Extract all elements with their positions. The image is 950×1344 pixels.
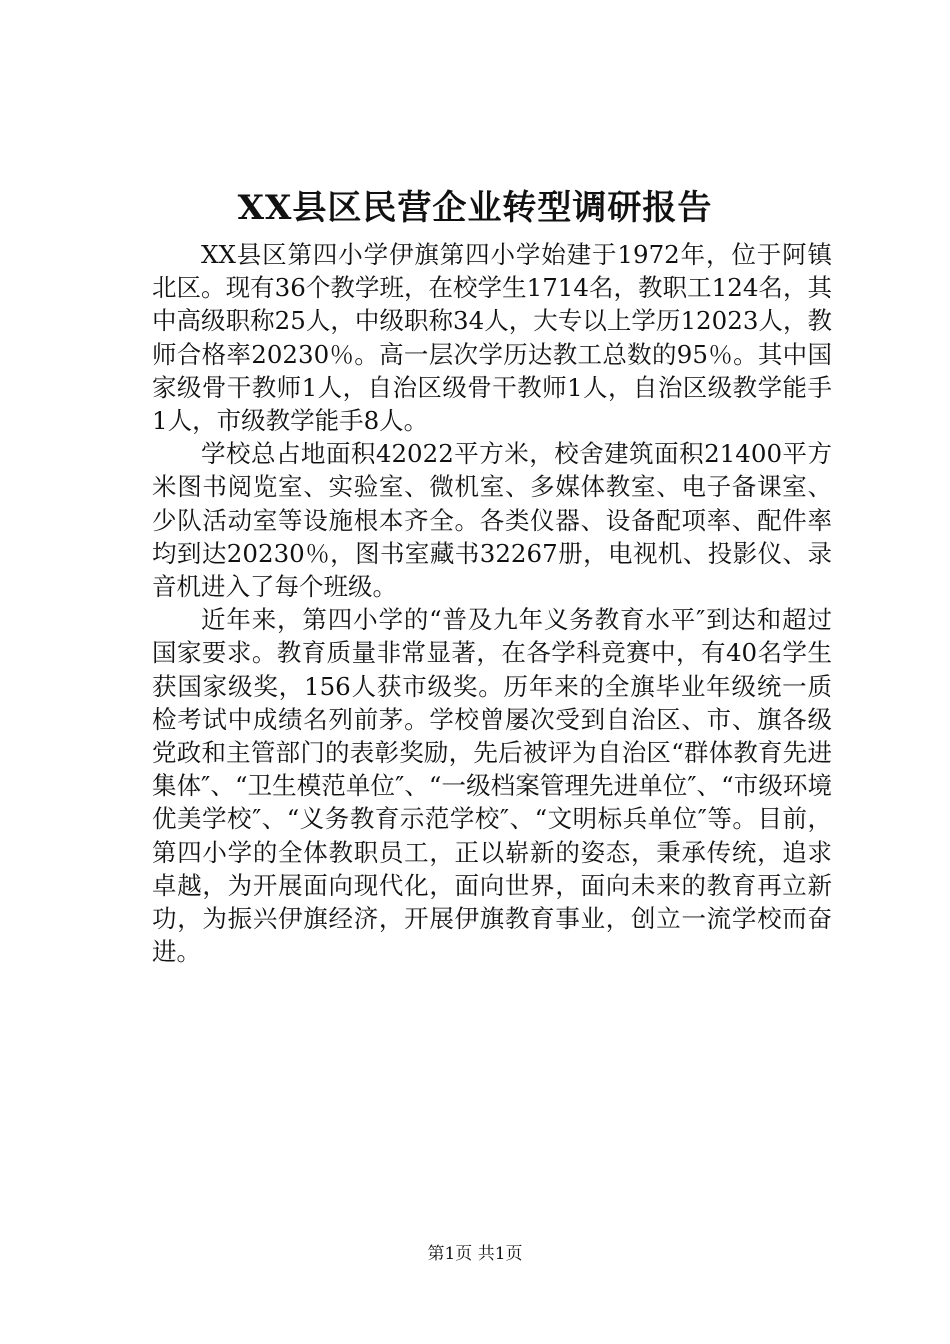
page-footer: 第1页 共1页 [427,1244,523,1264]
paragraph-1: XX县区第四小学伊旗第四小学始建于1972年，位于阿镇北区。现有36个教学班，在校学生1714名，教职工124名，其中高级职称25人，中级职称34人，大专以上学历12023人，教师合格率20230％。高一层次学历达教工总数的95％。其中国家级骨干教师1人，自治区级骨干教师1人，自治区级教学能手1人，市级教学能手8人。 [152,240,832,436]
document-body [152,238,832,968]
paragraph-3: 近年来，第四小学的“普及九年义务教育水平″到达和超过国家要求。教育质量非常显著，在各学科竞赛中，有40名学生获国家级奖，156人获市级奖。历年来的全旗毕业年级统一质检考试中成绩名列前茅。学校曾屡次受到自治区、市、旗各级党政和主管部门的表彰奖励，先后被评为自治区“群体教育先进集体″、“卫生模范单位″、“一级档案管理先进单位″、“市级环境优美学校″、“义务教育示范学校″、“文明标兵单位″等。目前，第四小学的全体教职员工，正以崭新的姿态，秉承传统，追求卓越，为开展面向现代化，面向世界，面向未来的教育再立新功，为振兴伊旗经济，开展伊旗教育事业，创立一流学校而奋进。 [152,605,832,967]
document-title: XX县区民营企业转型调研报告 [237,188,713,228]
paragraph-2: 学校总占地面积42022平方米，校舍建筑面积21400平方米图书阅览室、实验室、微机室、多媒体教室、电子备课室、少队活动室等设施根本齐全。各类仪器、设备配项率、配件率均到达20230％，图书室藏书32267册，电视机、投影仪、录音机进入了每个班级。 [152,439,832,602]
